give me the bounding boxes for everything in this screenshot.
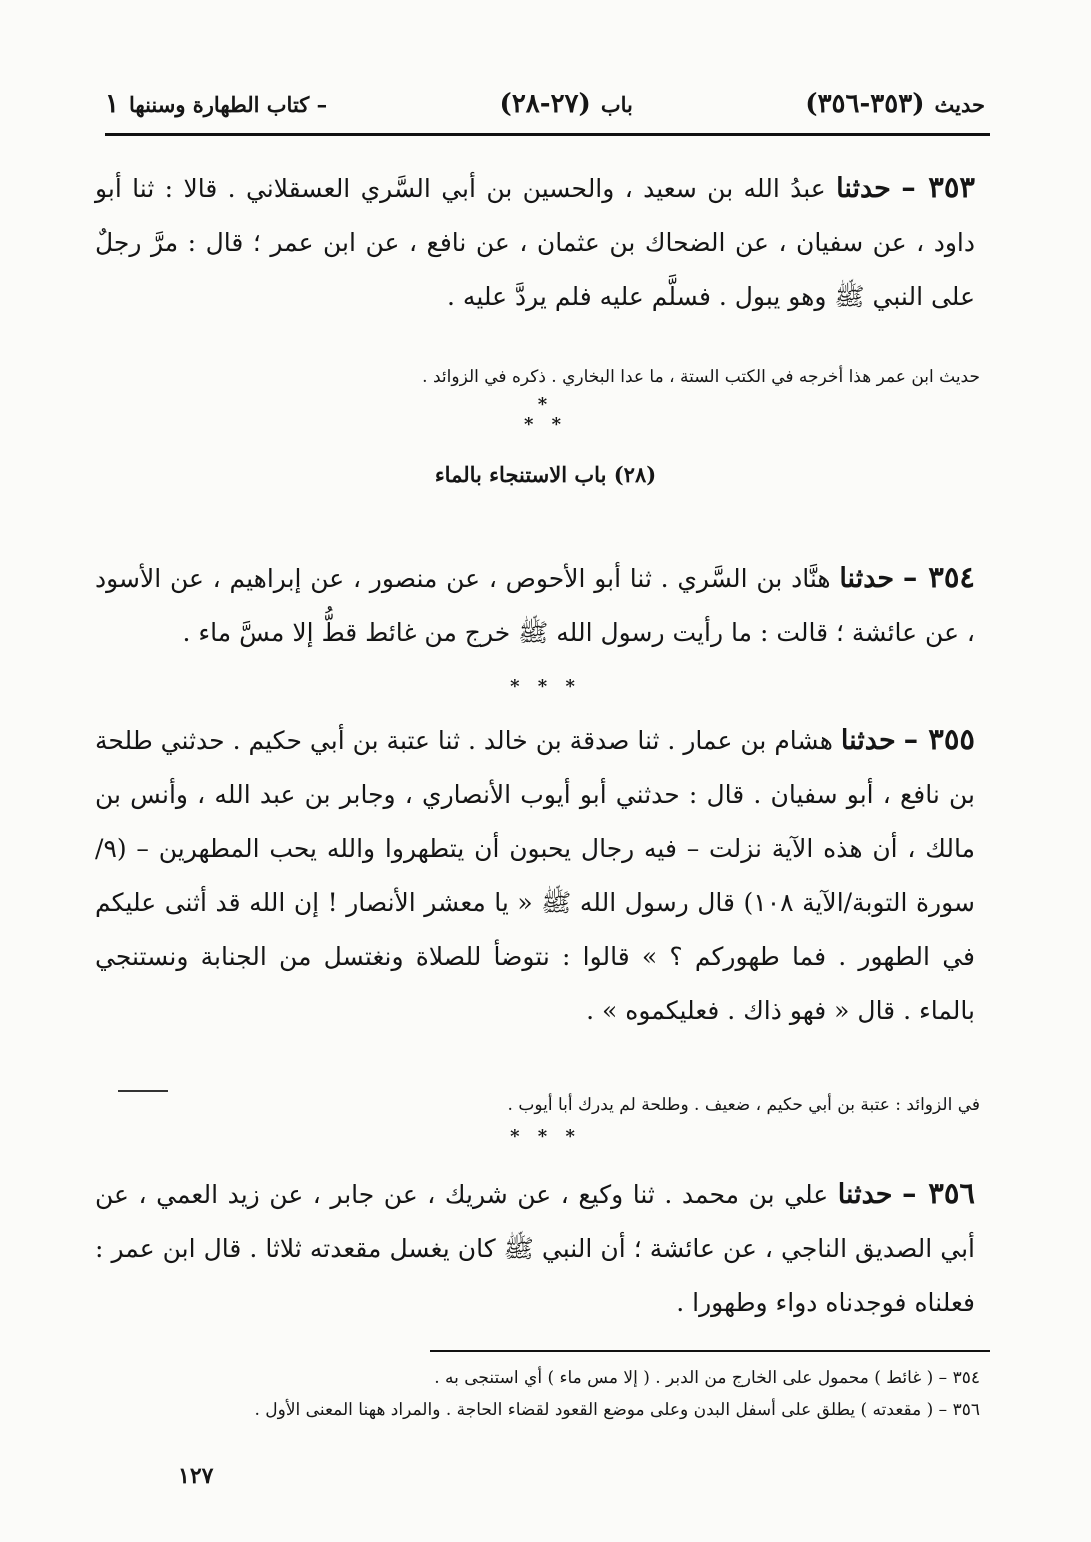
hadith-text: عبدُ الله بن سعيد ، والحسين بن أبي السَّري العسقلاني . قالا : ثنا أبو داود ، عن سفيان ، عن الضحاك بن عثمان ، عن نافع ، عن ابن عمر ؛ قال : مرَّ رجلٌ على النبي ﷺ وهو يبول . فسلَّم عليه فلم يردَّ عليه . xyxy=(95,174,975,311)
hadith-355 xyxy=(95,712,975,1038)
header-rule xyxy=(105,133,990,136)
hadith-lead-word: حدثنا xyxy=(837,1179,893,1210)
hadith-text: علي بن محمد . ثنا وكيع ، عن شريك ، عن جابر ، عن زيد العمي ، عن أبي الصديق الناجي ، عن عائشة ؛ أن النبي ﷺ كان يغسل مقعدته ثلاثا . قال ابن عمر : فعلناه فوجدناه دواء وطهورا . xyxy=(95,1180,975,1317)
separator-stars: * * * xyxy=(523,394,568,435)
hadith-353 xyxy=(95,160,975,324)
header-hadith-label: حديث xyxy=(934,91,985,117)
footnote-354: ٣٥٤ – ( غائط ) محمول على الخارج من الدبر . ( إلا مس ماء ) أي استنجى به . xyxy=(434,1368,980,1388)
running-header xyxy=(105,82,985,126)
hadith-text: هنَّاد بن السَّري . ثنا أبو الأحوص ، عن منصور ، عن إبراهيم ، عن الأسود ، عن عائشة ؛ قالت : ما رأيت رسول الله ﷺ خرج من غائط قطُّ إلا مسَّ ماء . xyxy=(95,564,975,647)
hadith-lead-word: حدثنا xyxy=(839,563,895,594)
footnote-rule xyxy=(430,1350,990,1352)
footnotes xyxy=(110,1362,980,1426)
hadith-353-note: حديث ابن عمر هذا أخرجه في الكتب الستة ، ما عدا البخاري . ذكره في الزوائد . xyxy=(422,367,980,387)
header-hadiths xyxy=(805,89,985,119)
hadith-number: ٣٥٦ – xyxy=(902,1176,975,1210)
hadith-lead-word: حدثنا xyxy=(836,173,891,204)
chapter-heading: (٢٨) باب الاستنجاء بالماء xyxy=(434,462,657,487)
page-number: ١٢٧ xyxy=(178,1463,214,1489)
header-chapter-label: باب xyxy=(600,91,633,117)
hadith-number: ٣٥٥ – xyxy=(903,722,975,756)
hadith-354 xyxy=(95,550,975,660)
hadith-lead-word: حدثنا xyxy=(840,725,896,756)
header-hadith-range: (٣٥٣-٣٥٦) xyxy=(805,89,925,119)
hadith-355-note: في الزوائد : عتبة بن أبي حكيم ، ضعيف . وطلحة لم يدرك أبا أيوب . xyxy=(507,1095,980,1115)
hadith-number: ٣٥٣ – xyxy=(901,170,976,204)
separator-stars: * * * xyxy=(510,676,581,697)
hadith-number: ٣٥٤ – xyxy=(902,560,975,594)
header-chapters xyxy=(500,89,633,119)
hadith-356 xyxy=(95,1166,975,1330)
header-chapter-range: (٢٧-٢٨) xyxy=(499,89,591,119)
header-book xyxy=(105,89,327,119)
header-book-number: ١ xyxy=(105,89,119,119)
separator-stars: * * * xyxy=(510,1126,581,1147)
hadith-text: هشام بن عمار . ثنا صدقة بن خالد . ثنا عتبة بن أبي حكيم . حدثني طلحة بن نافع ، أبو سفيان . قال : حدثني أبو أيوب الأنصاري ، وجابر بن عبد الله ، وأنس بن مالك ، أن هذه الآية نزلت – فيه رجال يحبون أن يتطهروا والله يحب المطهرين – (٩/سورة التوبة/الآية ١٠٨) قال رسول الله ﷺ « يا معشر الأنصار ! إن الله قد أثنى عليكم في الطهور . فما طهوركم ؟ » قالوا : نتوضأ للصلاة ونغتسل من الجنابة ونستنجي بالماء . قال « فهو ذاك . فعليكموه » . xyxy=(95,726,975,1025)
header-book-title: – كتاب الطهارة وسننها xyxy=(128,91,328,117)
footnote-356: ٣٥٦ – ( مقعدته ) يطلق على أسفل البدن وعلى موضع القعود لقضاء الحاجة . والمراد ههنا المعنى الأول . xyxy=(254,1400,980,1420)
